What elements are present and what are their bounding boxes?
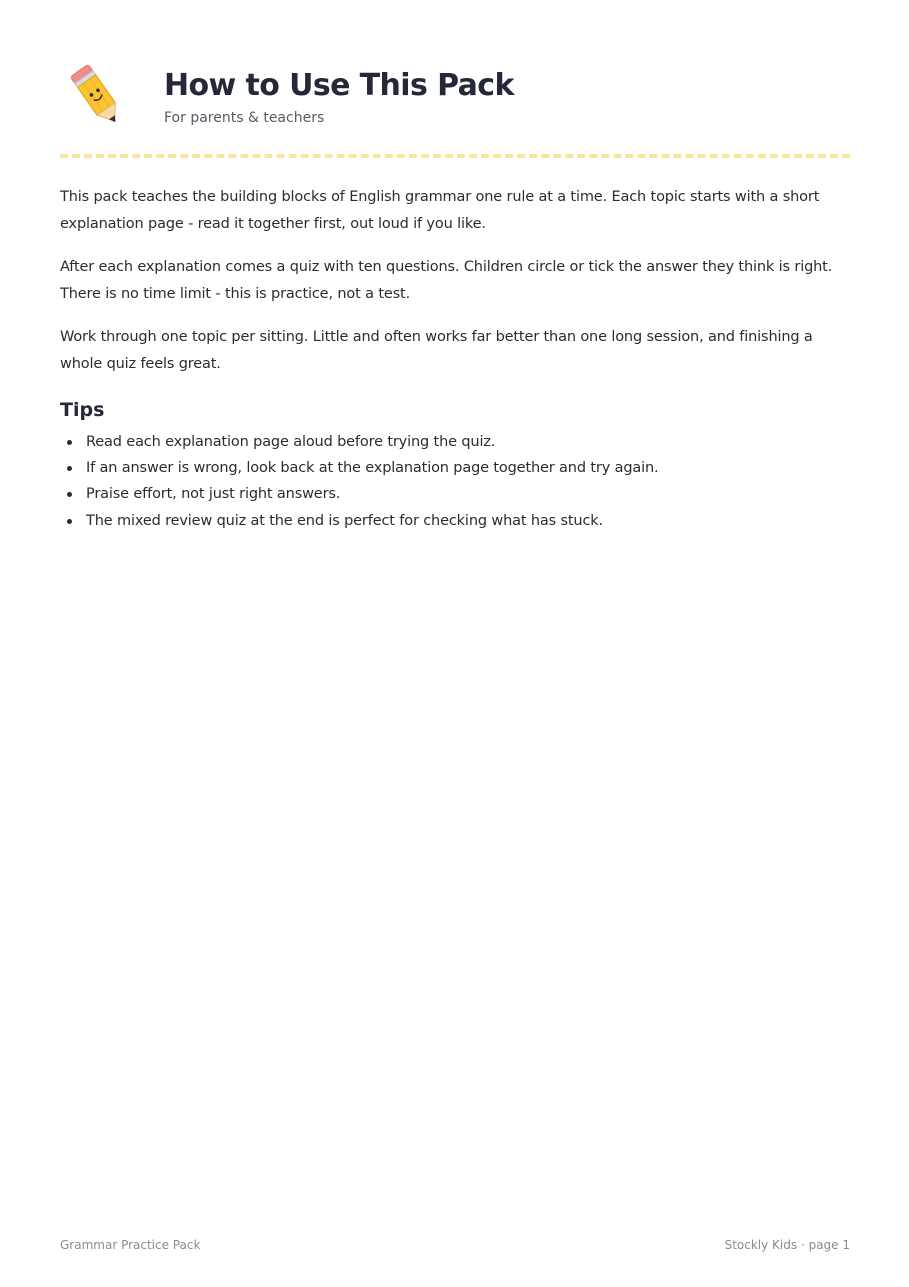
tip-text: If an answer is wrong, look back at the explanation page together and try again. [86, 460, 659, 477]
bullet-icon [67, 492, 72, 497]
quiz-paragraph: After each explanation comes a quiz with ten questions. Children circle or tick the answer they think is right. There is no time limit - this is practice, not a test. [60, 259, 833, 302]
tip-text: Read each explanation page aloud before trying the quiz. [86, 434, 496, 450]
page-content [60, 184, 850, 534]
intro-paragraph: This pack teaches the building blocks of English grammar one rule at a time. Each topic starts with a short explanation page - read it together first, out loud if you like. [60, 189, 820, 232]
tip-item [60, 481, 850, 507]
bullet-icon [67, 466, 72, 471]
footer-pack-name: Grammar Practice Pack [60, 1238, 201, 1252]
tips-list [60, 429, 850, 534]
tips-heading: Tips [60, 399, 105, 421]
tip-item [60, 429, 850, 455]
tip-item [60, 508, 850, 534]
footer-page-number: Stockly Kids · page 1 [724, 1238, 850, 1252]
bullet-icon [67, 519, 72, 524]
pacing-paragraph: Work through one topic per sitting. Little and often works far better than one long session, and finishing a whole quiz feels great. [60, 329, 813, 372]
page [60, 0, 850, 1287]
tip-text: Praise effort, not just right answers. [86, 486, 341, 503]
bullet-icon [67, 440, 72, 445]
page-header [60, 62, 850, 134]
tip-item [60, 455, 850, 481]
page-title: How to Use This Pack [164, 68, 514, 103]
tip-text: The mixed review quiz at the end is perfect for checking what has stuck. [86, 512, 603, 529]
pencil-mascot-icon [66, 62, 132, 132]
header-divider [60, 154, 850, 158]
page-subtitle: For parents & teachers [164, 110, 325, 126]
